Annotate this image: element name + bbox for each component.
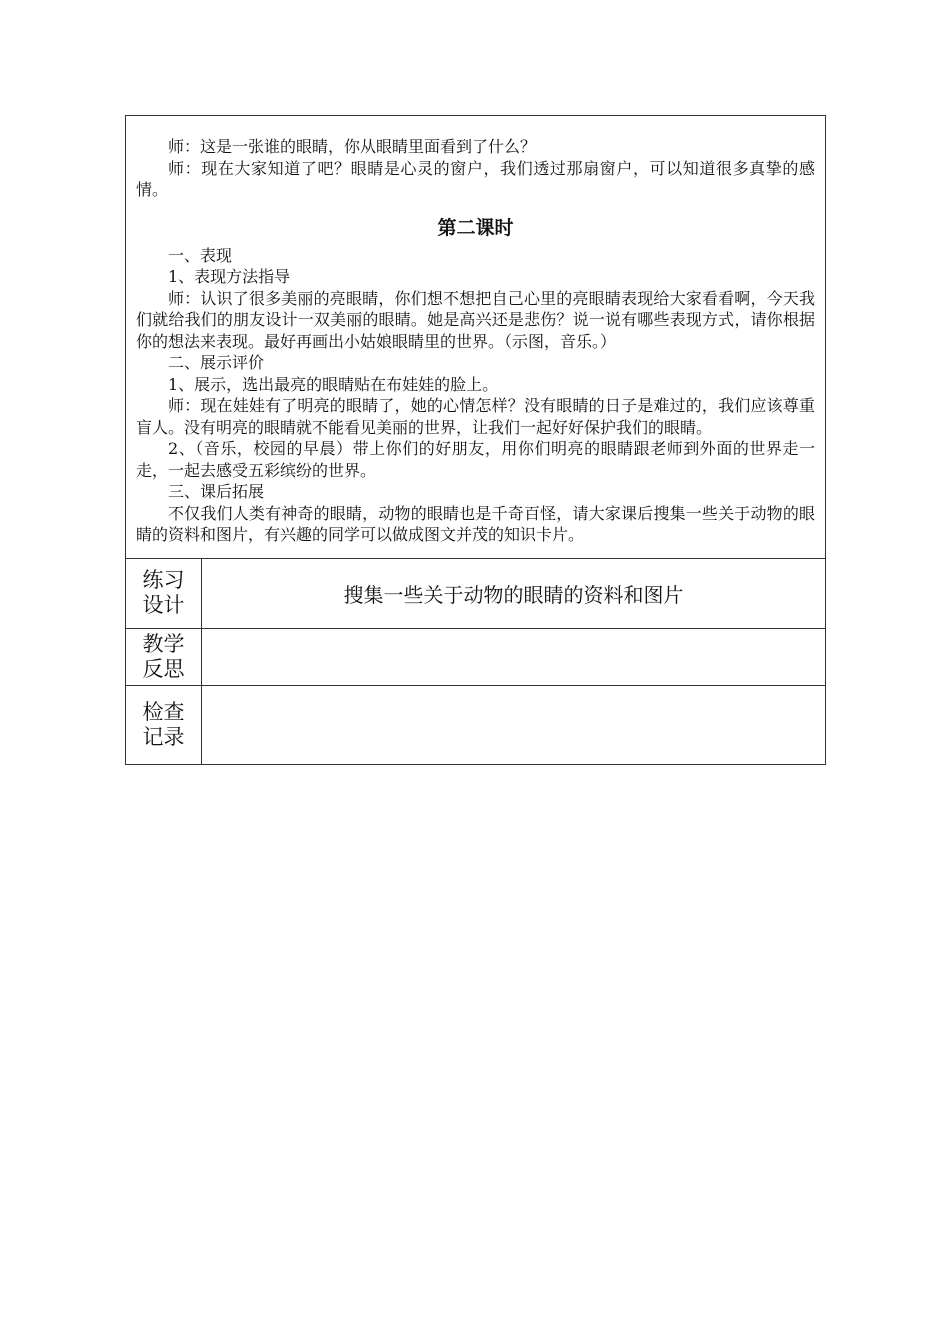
practice-label-line1: 练习 [142,568,185,592]
lesson-plan-page [125,115,825,765]
teaching-reflection-row [126,628,826,685]
intro-paragraph-1: 师：这是一张谁的眼睛，你从眼睛里面看到了什么？ [168,137,537,156]
body-paragraph: 三、课后拓展 [168,482,265,501]
section-title: 第二课时 [437,216,514,239]
body-paragraph: 不仅我们人类有神奇的眼睛，动物的眼睛也是千奇百怪，请大家课后搜集一些关于动物的眼睛的资料和图片，有兴趣的同学可以做成图文并茂的知识卡片。 [136,503,816,544]
practice-design-row [126,558,826,628]
reflection-label-line2: 反思 [142,656,185,681]
reflection-label-line1: 教学 [142,631,185,656]
check-label-line1: 检查 [142,699,185,724]
practice-design-value: 搜集一些关于动物的眼睛的资料和图片 [202,558,826,628]
body-paragraph: 二、展示评价 [168,353,265,372]
body-paragraph: 2、（音乐，校园的早晨）带上你们的好朋友，用你们明亮的眼睛跟老师到外面的世界走一走，一起去感受五彩缤纷的世界。 [136,439,816,480]
practice-label-line2: 设计 [142,593,185,617]
practice-design-label [126,558,202,628]
check-record-value [202,685,826,764]
lesson-plan-table [125,115,826,765]
body-paragraph: 1、展示，选出最亮的眼睛贴在布娃娃的脸上。 [168,374,499,394]
teaching-reflection-value [202,628,826,685]
lesson-content-cell [126,116,826,559]
check-record-label [126,685,202,764]
content-row [126,116,826,559]
body-paragraph: 一、表现 [168,245,233,265]
body-paragraph: 师：现在娃娃有了明亮的眼睛了，她的心情怎样？没有眼睛的日子是难过的，我们应该尊重盲人。没有明亮的眼睛就不能看见美丽的世界，让我们一起好好保护我们的眼睛。 [136,396,816,437]
body-paragraph: 1、表现方法指导 [168,267,291,286]
teaching-reflection-label [126,628,202,685]
check-label-line2: 记录 [142,724,185,749]
intro-paragraph-2: 师：现在大家知道了吧？眼睛是心灵的窗户，我们透过那扇窗户，可以知道很多真挚的感情。 [136,158,816,199]
check-record-row [126,685,826,764]
body-paragraph: 师：认识了很多美丽的亮眼睛，你们想不想把自己心里的亮眼睛表现给大家看看啊，今天我们就给我们的朋友设计一双美丽的眼睛。她是高兴还是悲伤？说一说有哪些表现方式，请你根据你的想法来表现。最好再画出小姑娘眼睛里的世界。（示图，音乐。） [136,288,816,351]
